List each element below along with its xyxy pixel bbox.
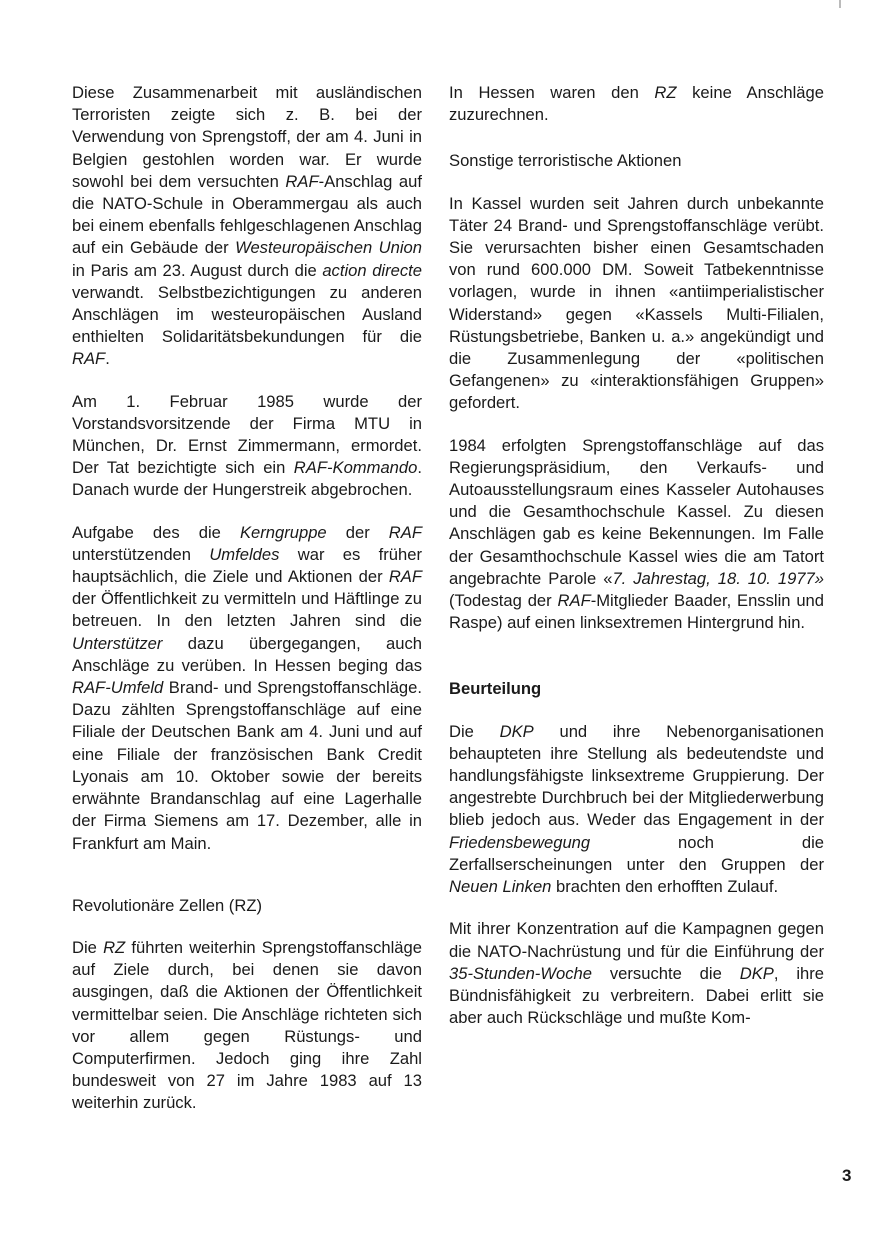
paragraph: In Kassel wurden seit Jahren durch unbekannte Täter 24 Brand- und Sprengstoffanschläge verübt. Sie verursachten bisher einen Gesamtschaden von rund 600.000 DM. Soweit Tatbekenntnisse vorlagen, wurde in ihnen «antiimperialistischer Widerstand» gegen «Kassels Multi-Filialen, Rüstungsbetriebe, Banken u. a.» angekündigt und die Zusammenlegung der «politischen Gefangenen» zu «interaktionsfähigen Gruppen» gefordert. bbox=[449, 193, 824, 413]
paragraph: 1984 erfolgten Sprengstoffanschläge auf das Regierungspräsidium, den Verkaufs- und Autoausstellungsraum eines Kasseler Autohauses und die Gesamthochschule Kassel. Zu diesen Anschlägen gab es keine Bekennungen. Im Falle der Gesamthochschule Kassel wies die am Tatort angebrachte Parole «7. Jahrestag, 18. 10. 1977» (Todestag der RAF-Mitglieder Baader, Ensslin und Raspe) auf einen linksextremen Hintergrund hin. bbox=[449, 435, 825, 633]
paragraph: Diese Zusammenarbeit mit ausländischen Terroristen zeigte sich z. B. bei der Verwendung von Sprengstoff, der am 4. Juni in Belgien gestohlen worden war. Er wurde sowohl bei dem versuchten RAF-Anschlag auf die NATO-Schule in Oberammergau als auch bei einem ebenfalls fehlgeschlagenen Anschlag auf ein Gebäude der Westeuropäischen Union in Paris am 23. August durch die action directe verwandt. Selbstbezichtigungen zu anderen Anschlägen im westeuropäischen Ausland enthielten Solidaritätsbekundungen für die RAF. bbox=[72, 83, 422, 369]
right-column bbox=[449, 82, 824, 1029]
scan-mark bbox=[839, 0, 841, 8]
paragraph: Die DKP und ihre Nebenorganisationen behaupteten ihre Stellung als bedeutendste und handlungsfähigste linksextreme Gruppierung. Der angestrebte Durchbruch bei der Mitgliederwerbung blieb jedoch aus. Weder das Engagement in der Friedensbewegung noch die Zerfallserscheinungen unter den Gruppen der Neuen Linken brachten den erhofften Zulauf. bbox=[449, 721, 825, 897]
section-heading-sonstige: Sonstige terroristische Aktionen bbox=[449, 151, 682, 171]
paragraph: Aufgabe des die Kerngruppe der RAF unterstützenden Umfeldes war es früher hauptsächlich, die Ziele und Aktionen der RAF der Öffentlichkeit zu vermitteln und Häftlinge zu betreuen. In den letzten Jahren sind die Unterstützer dazu übergegangen, auch Anschläge zu verüben. In Hessen beging das RAF-Umfeld Brand- und Sprengstoffanschläge. Dazu zählten Sprengstoffanschläge auf eine Filiale der Deutschen Bank am 4. Juni und auf eine Filiale der französischen Bank Credit Lyonais am 10. Oktober sowie der bereits erwähnte Brandanschlag auf eine Lagerhalle der Firma Siemens am 17. Dezember, alle in Frankfurt am Main. bbox=[72, 522, 422, 853]
paragraph: Mit ihrer Konzentration auf die Kampagnen gegen die NATO-Nachrüstung und für die Einführung der 35-Stunden-Woche versuchte die DKP, ihre Bündnisfähigkeit zu verbreitern. Dabei erlitt sie aber auch Rückschläge und mußte Kom- bbox=[449, 919, 825, 1028]
section-heading-rz: Revolutionäre Zellen (RZ) bbox=[72, 895, 262, 915]
paragraph: Am 1. Februar 1985 wurde der Vorstandsvorsitzende der Firma MTU in München, Dr. Ernst Zimmermann, ermordet. Der Tat bezichtigte sich ein RAF-Kommando. Danach wurde der Hungerstreik abgebrochen. bbox=[72, 391, 422, 500]
paragraph: Die RZ führten weiterhin Sprengstoffanschläge auf Ziele durch, bei denen sie davon ausgingen, daß die Aktionen der Öffentlichkeit vermittelbar seien. Die Anschläge richteten sich vor allem gegen Rüstungs- und Computerfirmen. Jedoch ging ihre Zahl bundesweit von 27 im Jahre 1983 auf 13 weiterhin zurück. bbox=[72, 937, 422, 1113]
left-column bbox=[72, 82, 422, 1115]
paragraph: In Hessen waren den RZ keine Anschläge zuzurechnen. bbox=[449, 83, 824, 125]
section-heading-beurteilung: Beurteilung bbox=[449, 679, 542, 699]
page-number: 3 bbox=[842, 1166, 852, 1185]
